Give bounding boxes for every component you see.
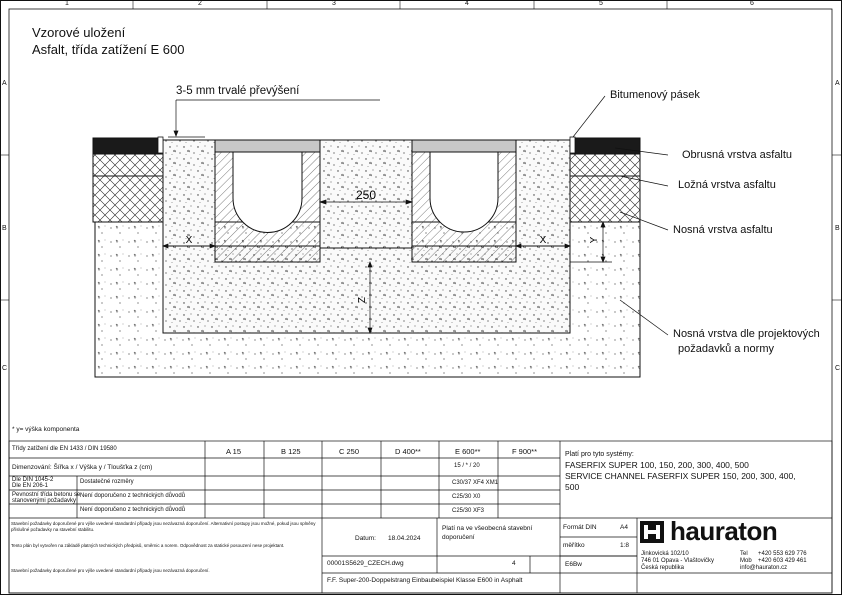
right-wearing-top <box>570 154 640 176</box>
row3-note: Není doporučeno z technických důvodů <box>80 507 186 513</box>
dimension-x-left-label: X <box>185 235 193 246</box>
annotation-bitumen-tape: Bitumenový pásek <box>610 89 700 101</box>
annotation-binder-course: Ložná vrstva asfaltu <box>678 179 776 191</box>
e600-dimensions: 15 / * / 20 <box>454 463 480 469</box>
load-class-c250: C 250 <box>339 447 360 456</box>
col-label-3: 3 <box>332 0 336 7</box>
systems-line2: SERVICE CHANNEL FASERFIX SUPER 150, 200, 300, 400, <box>565 471 796 481</box>
mobile-label: Mob <box>740 558 752 564</box>
load-class-a15: A 15 <box>226 447 242 456</box>
footnote: * y= výška komponenta <box>12 426 80 433</box>
concrete-standard-2: Dle EN 206-1 <box>12 483 49 489</box>
concrete-class-label-1: Pevnostní třída betonu se <box>12 492 81 498</box>
mobile-value: +420 603 429 461 <box>758 558 807 564</box>
row1-note: Dostatečné rozměry <box>80 479 134 485</box>
grate-right <box>412 140 516 152</box>
systems-line1: FASERFIX SUPER 100, 150, 200, 300, 400, 500 <box>565 460 749 470</box>
load-class-b125: B 125 <box>281 447 301 456</box>
concrete-class-label-2: stanovenými požadavky <box>12 498 77 504</box>
col-label-6: 6 <box>750 0 754 7</box>
grate-left <box>215 140 320 152</box>
e600-concrete-2: C25/30 X0 <box>452 494 481 500</box>
valid-for-label: Platí pro tyto systémy: <box>565 451 634 458</box>
address-line1: Jinkovická 102/10 <box>641 551 689 557</box>
systems-line3: 500 <box>565 482 580 492</box>
title-line1: Vzorové uložení <box>32 25 126 40</box>
bitumen-tape-right <box>570 137 575 153</box>
channel-right-inside <box>430 152 498 232</box>
e600-concrete-3: C25/30 XF3 <box>452 508 485 514</box>
date-label: Datum: <box>355 535 376 542</box>
col-label-5: 5 <box>599 0 603 7</box>
annotation-sub-base-2: požadavků a normy <box>678 343 774 355</box>
annotation-sub-base-1: Nosná vrstva dle projektových <box>673 328 820 340</box>
format-label: Formát DIN <box>563 524 597 531</box>
row-label-b-right: B <box>835 225 840 232</box>
concrete-standard-1: Dle DIN 1045-2 <box>12 477 54 483</box>
row2-note: Není doporučeno z technických důvodů <box>80 493 186 499</box>
right-wearing-course <box>572 138 640 154</box>
address-line2: 746 01 Opava - Vlaštovičky <box>641 558 715 564</box>
annotation-wearing-course: Obrusná vrstva asfaltu <box>682 149 793 161</box>
load-class-e600: E 600** <box>455 447 481 456</box>
scale-value: 1:8 <box>620 542 630 549</box>
format-value: A4 <box>620 524 628 531</box>
filename: 00001S5629_CZECH.dwg <box>327 560 404 567</box>
bitumen-tape-left <box>158 137 163 153</box>
email-value[interactable]: info@hauraton.cz <box>740 565 788 571</box>
right-haunch <box>516 140 570 246</box>
col-label-2: 2 <box>198 0 202 7</box>
title-line2: Asfalt, třída zatížení E 600 <box>32 42 185 57</box>
load-class-d400: D 400** <box>395 447 421 456</box>
disclaimer-3: Stavební požadavky doporučené pro výše uvedené standardní případy jsou nezávazná doporučení. <box>11 568 210 573</box>
channel-left-inside <box>233 152 302 232</box>
hauraton-logo <box>640 521 664 543</box>
class-header: Třídy zatížení dle EN 1433 / DIN 19580 <box>12 446 117 452</box>
disclaimer-1: Stavební požadavky doporučené pro výše uvedené standardní případy jsou nezávazná doporučení. Alternativní postupy jsou možné, pokud jsou splněny příslušné požadavky na stavební stabilitu. <box>11 521 316 532</box>
dimension-z-label: Z <box>357 296 368 304</box>
row-label-c-right: C <box>835 365 841 372</box>
dimensions-label: Dimenzování: Šířka x / Výška y / Tloušťka z (cm) <box>12 464 153 471</box>
phone-value: +420 553 629 776 <box>758 551 807 557</box>
sheet-code: E6Bw <box>565 561 582 568</box>
row-label-c: C <box>2 365 8 372</box>
row-label-b: B <box>2 225 7 232</box>
col-label-4: 4 <box>465 0 469 7</box>
left-wearing-course <box>93 138 161 154</box>
overheight-marker <box>168 100 380 137</box>
date-value: 18.04.2024 <box>388 535 421 542</box>
drawing-title: F.F. Super-200-Doppelstrang Einbaubeispiel Klasse E600 in Asphalt <box>327 577 523 584</box>
scale-label: měřítko <box>563 542 585 549</box>
annotation-base-course: Nosná vrstva asfaltu <box>673 224 773 236</box>
row-label-a: A <box>2 80 7 87</box>
left-wearing-top <box>93 154 163 176</box>
cross-section <box>93 96 668 377</box>
sheet-number: 4 <box>512 560 516 567</box>
left-binder-course <box>93 176 163 222</box>
dimension-x-right-label: X <box>539 235 547 246</box>
row-label-a-right: A <box>835 80 840 87</box>
address-line3: Česká republika <box>641 565 685 571</box>
annotation-overheight: 3-5 mm trvalé převýšení <box>176 85 300 97</box>
col-label-1: 1 <box>65 0 69 7</box>
left-haunch <box>163 140 215 246</box>
dimension-250-label: 250 <box>355 188 377 202</box>
e600-concrete-1: C30/37 XF4 XM1 <box>452 480 499 486</box>
dimension-y-label: Y <box>589 236 600 244</box>
right-binder-course <box>570 176 640 222</box>
phone-label: Tel <box>740 551 748 557</box>
company-logo-text: hauraton <box>670 516 778 546</box>
load-class-f900: F 900** <box>512 447 538 456</box>
recommendation-text: Platí na ve všeobecná stavební doporučení <box>442 525 533 541</box>
disclaimer-2: Tento plán byl vytvořen na základě platných technických předpisů, směrnic a norem. Odpovědnost za statické posouzení nese projektant. <box>11 543 285 548</box>
